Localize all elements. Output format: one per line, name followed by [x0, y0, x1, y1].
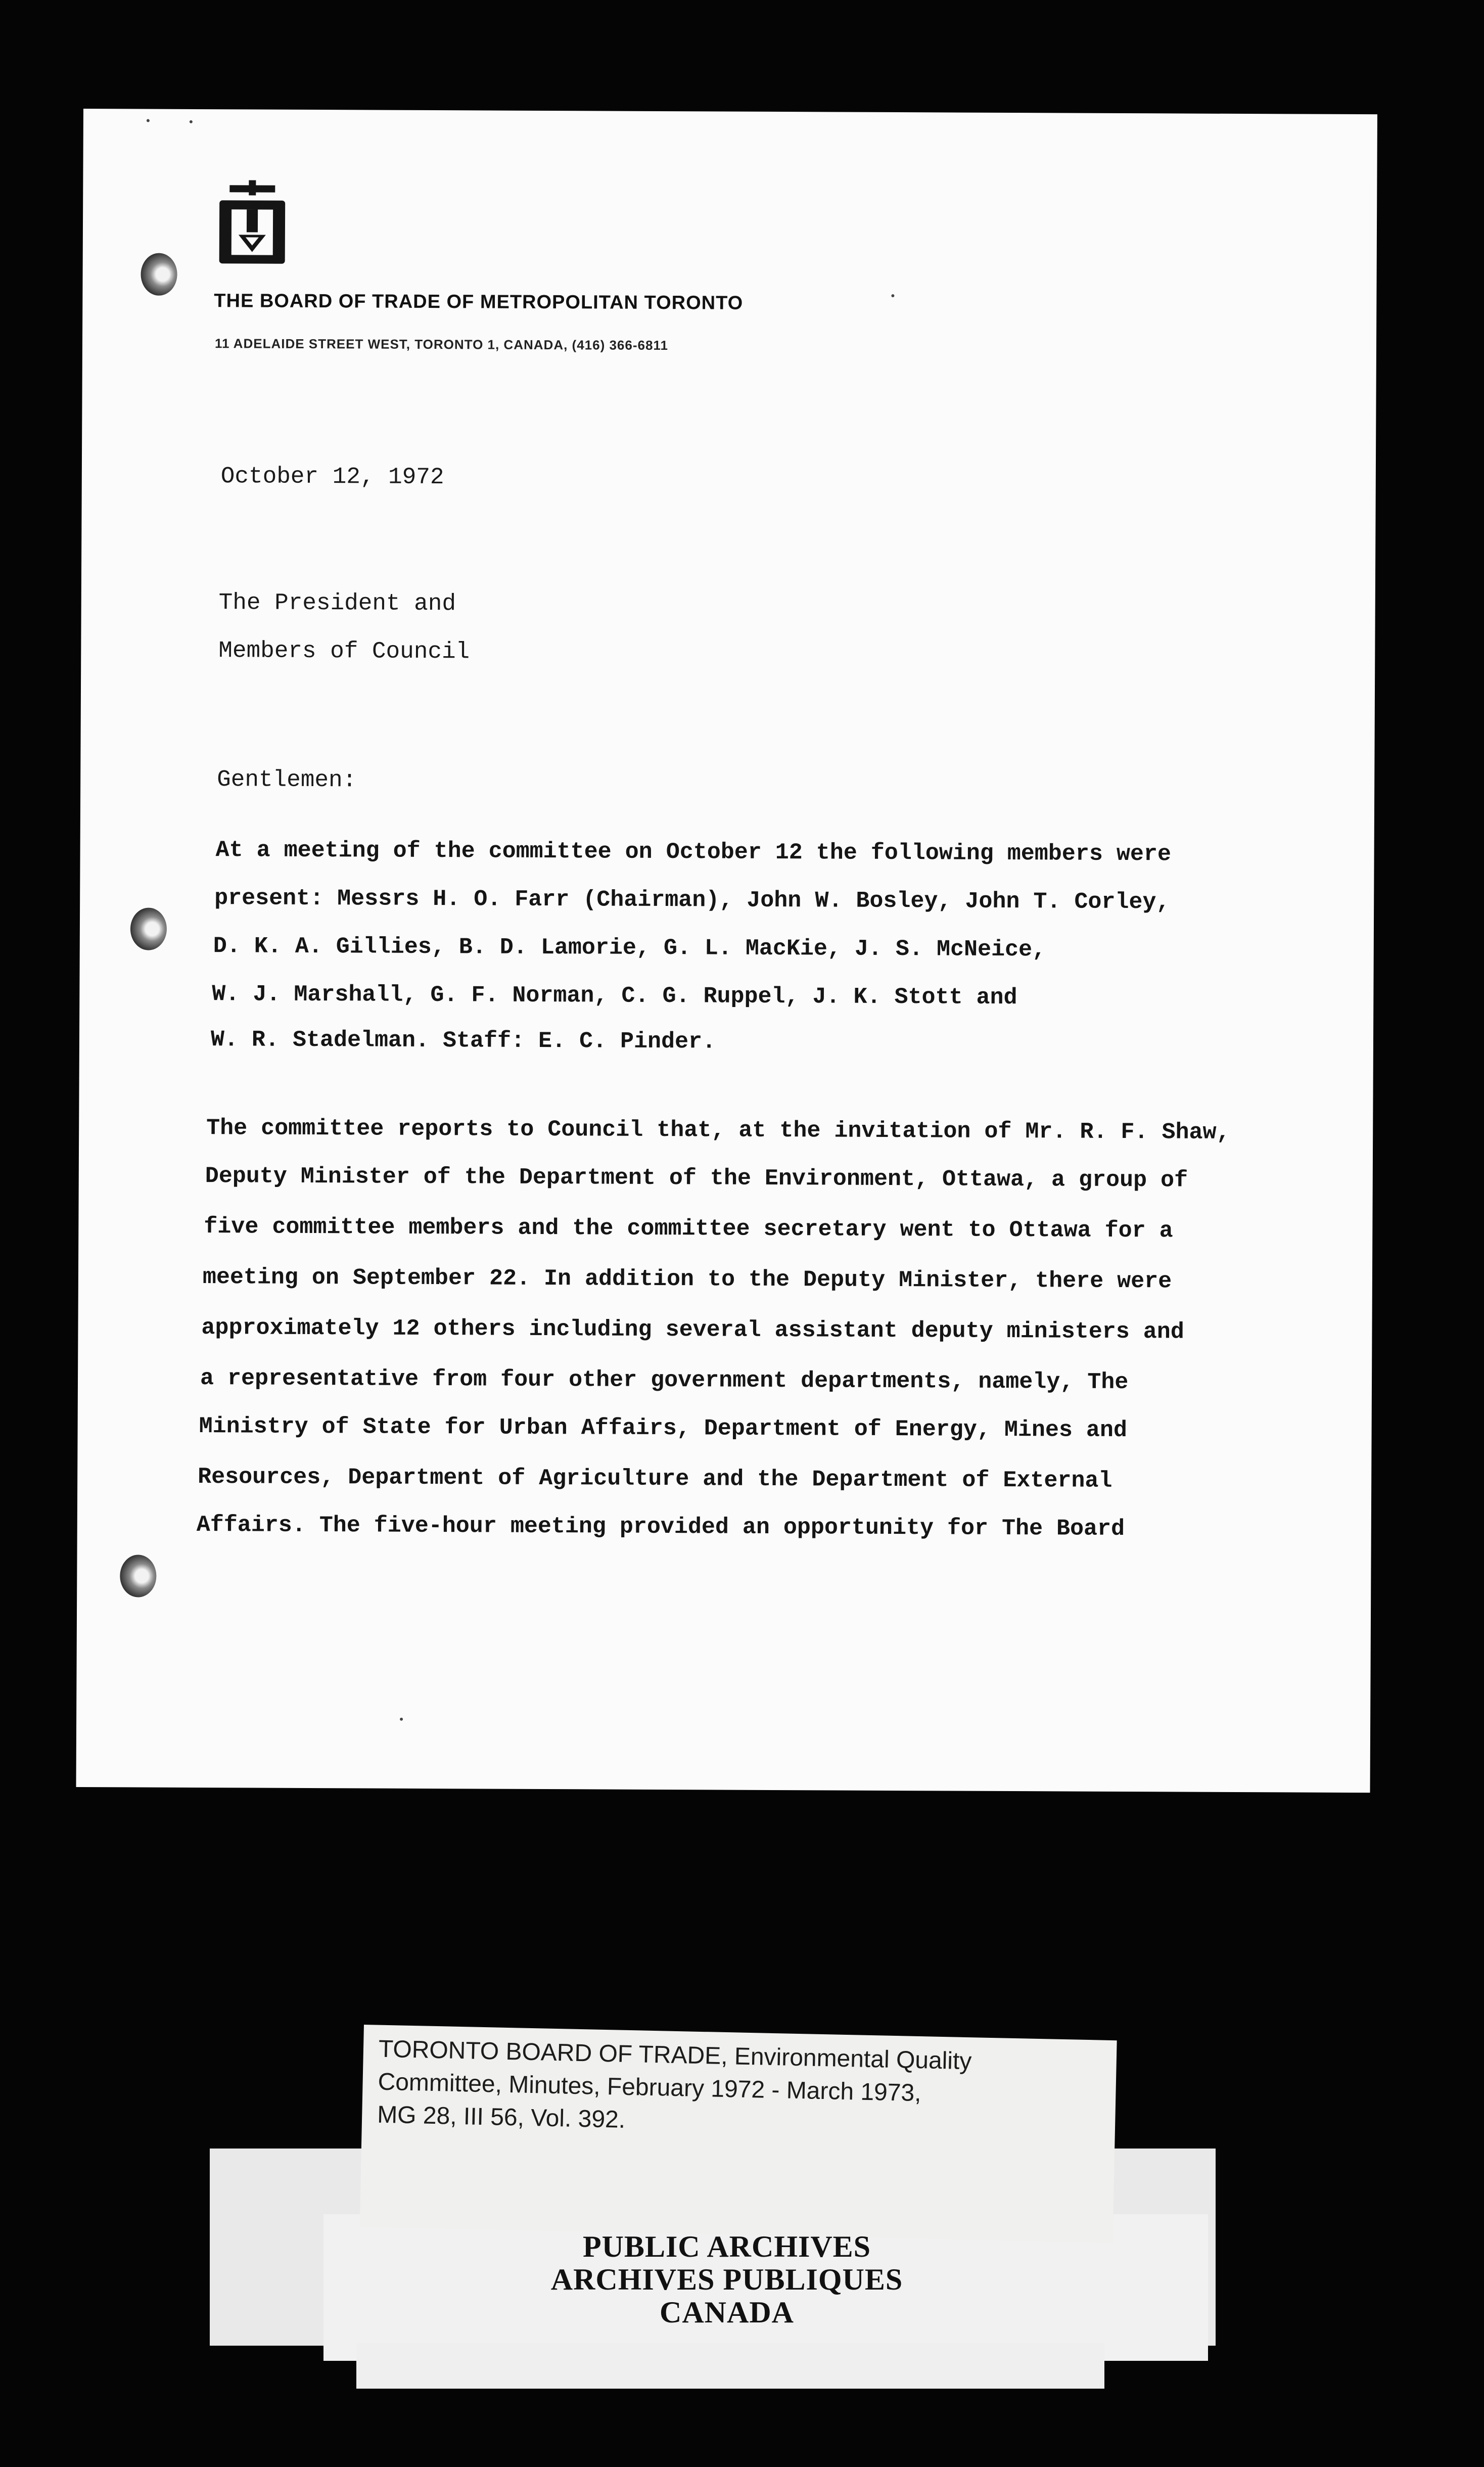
archive-label-line: TORONTO BOARD OF TRADE, Environmental Quality: [378, 2035, 972, 2075]
board-of-trade-logo-icon: [214, 180, 291, 266]
paragraph-line: approximately 12 others including several assistant deputy ministers and: [201, 1315, 1184, 1345]
letter-page: [76, 109, 1377, 1793]
archive-stamp-line: CANADA: [660, 2296, 794, 2329]
paragraph-line: Ministry of State for Urban Affairs, Department of Energy, Mines and: [199, 1413, 1128, 1444]
paragraph-line: W. J. Marshall, G. F. Norman, C. G. Ruppel, J. K. Stott and: [212, 981, 1017, 1011]
punch-hole: [120, 1555, 156, 1597]
paragraph-line: Affairs. The five-hour meeting provided an opportunity for The Board: [196, 1512, 1125, 1542]
paragraph-line: The committee reports to Council that, at the invitation of Mr. R. F. Shaw,: [206, 1115, 1230, 1146]
letter-date: October 12, 1972: [220, 463, 444, 491]
paragraph-line: At a meeting of the committee on October 12 the following members were: [215, 837, 1172, 867]
speck: [147, 119, 150, 122]
paragraph-line: Deputy Minister of the Department of the Environment, Ottawa, a group of: [205, 1163, 1188, 1194]
speck: [190, 120, 193, 123]
salutation: Gentlemen:: [217, 766, 357, 794]
speck: [891, 294, 894, 297]
paragraph-line: present: Messrs H. O. Farr (Chairman), John W. Bosley, John T. Corley,: [214, 885, 1170, 916]
speck: [400, 1718, 403, 1721]
organization-address: 11 ADELAIDE STREET WEST, TORONTO 1, CANADA, (416) 366-6811: [214, 336, 669, 353]
punch-hole: [141, 253, 177, 295]
recipient-line: The President and: [218, 589, 456, 617]
paragraph-line: a representative from four other government departments, namely, The: [200, 1365, 1129, 1396]
archive-stamp-line: ARCHIVES PUBLIQUES: [550, 2263, 903, 2296]
paragraph-line: D. K. A. Gillies, B. D. Lamorie, G. L. MacKie, J. S. McNeice,: [213, 933, 1046, 963]
paragraph-line: W. R. Stadelman. Staff: E. C. Pinder.: [210, 1027, 716, 1055]
film-strip-edge: [356, 2343, 1104, 2389]
recipient-line: Members of Council: [218, 637, 470, 665]
archive-stamp-line: PUBLIC ARCHIVES: [582, 2230, 871, 2263]
paragraph-line: meeting on September 22. In addition to the Deputy Minister, there were: [202, 1264, 1172, 1295]
paragraph-line: Resources, Department of Agriculture and the Department of External: [198, 1464, 1112, 1494]
archive-label-card: [360, 2025, 1117, 2243]
punch-hole: [130, 907, 167, 950]
paragraph-line: five committee members and the committee secretary went to Ottawa for a: [204, 1214, 1173, 1244]
archive-label-line: MG 28, III 56, Vol. 392.: [377, 2101, 626, 2133]
organization-name: THE BOARD OF TRADE OF METROPOLITAN TORONTO: [214, 290, 744, 314]
archive-label-line: Committee, Minutes, February 1972 - March 1973,: [378, 2068, 922, 2107]
